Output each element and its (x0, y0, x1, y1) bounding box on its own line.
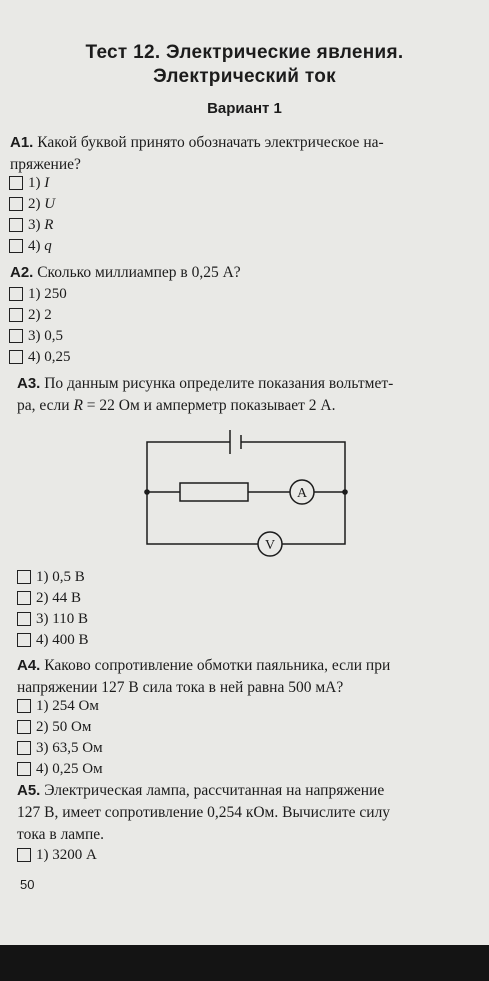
answer-checkbox[interactable] (9, 287, 23, 301)
test-title-line1: Тест 12. Электрические явления. (85, 42, 404, 63)
question-text: Каково сопротивление обмотки паяльника, если при (44, 657, 391, 674)
answer-checkbox[interactable] (9, 329, 23, 343)
junction-right (342, 489, 348, 495)
question-text: пряжение? (10, 156, 81, 173)
answer-checkbox[interactable] (17, 570, 31, 584)
question-text: напряжении 127 В сила тока в ней равна 500 мА? (17, 679, 344, 696)
answer-checkbox[interactable] (17, 699, 31, 713)
option-a2-1[interactable]: 1) 250 (9, 284, 67, 304)
question-a2 (10, 262, 472, 284)
option-a3-4[interactable]: 4) 400 В (17, 630, 89, 650)
wire-top-left (147, 442, 230, 492)
question-text: тока в лампе. (17, 826, 105, 843)
question-text: 127 В, имеет сопротивление 0,254 кОм. Вычислите силу (17, 804, 391, 821)
test-title-line2: Электрический ток (153, 66, 336, 87)
question-text: Какой буквой принято обозначать электрическое на- (37, 134, 384, 151)
option-a4-4[interactable]: 4) 0,25 Ом (17, 759, 103, 779)
circuit-diagram (130, 420, 355, 560)
question-number: A1. (10, 134, 34, 151)
answer-checkbox[interactable] (9, 176, 23, 190)
question-a1 (10, 132, 472, 176)
junction-left (144, 489, 150, 495)
resistor (180, 483, 248, 501)
option-a2-2[interactable]: 2) 2 (9, 305, 52, 325)
ammeter-label: A (296, 486, 308, 501)
option-a2-4[interactable]: 4) 0,25 (9, 347, 71, 367)
question-text: Сколько миллиампер в 0,25 А? (37, 264, 241, 281)
question-text: По данным рисунка определите показания вольтмет- (44, 375, 394, 392)
answer-checkbox[interactable] (17, 720, 31, 734)
answer-checkbox[interactable] (17, 762, 31, 776)
answer-checkbox[interactable] (9, 350, 23, 364)
answer-checkbox[interactable] (17, 612, 31, 626)
option-a1-2[interactable]: 2) U (9, 194, 55, 214)
answer-checkbox[interactable] (9, 218, 23, 232)
answer-checkbox[interactable] (17, 848, 31, 862)
variant-label: Вариант 1 (207, 100, 282, 117)
option-a1-3[interactable]: 3) R (9, 215, 53, 235)
option-a3-2[interactable]: 2) 44 В (17, 588, 81, 608)
option-a4-3[interactable]: 3) 63,5 Ом (17, 738, 103, 758)
option-a4-2[interactable]: 2) 50 Ом (17, 717, 91, 737)
answer-checkbox[interactable] (17, 633, 31, 647)
dark-background (0, 945, 489, 981)
page-number: 50 (20, 877, 35, 892)
question-number: A4. (17, 657, 41, 674)
answer-checkbox[interactable] (9, 308, 23, 322)
option-a5-1[interactable]: 1) 3200 А (17, 845, 97, 865)
option-a1-4[interactable]: 4) q (9, 236, 52, 256)
option-a2-3[interactable]: 3) 0,5 (9, 326, 63, 346)
voltmeter-label: V (264, 538, 276, 553)
option-a3-1[interactable]: 1) 0,5 В (17, 567, 85, 587)
question-number: A5. (17, 782, 41, 799)
option-a4-1[interactable]: 1) 254 Ом (17, 696, 99, 716)
answer-checkbox[interactable] (17, 591, 31, 605)
option-a3-3[interactable]: 3) 110 В (17, 609, 88, 629)
question-number: A3. (17, 375, 41, 392)
question-number: A2. (10, 264, 34, 281)
question-text: Электрическая лампа, рассчитанная на напряжение (44, 782, 385, 799)
answer-checkbox[interactable] (17, 741, 31, 755)
answer-checkbox[interactable] (9, 239, 23, 253)
resistance-symbol: R (73, 397, 83, 414)
option-a1-1[interactable]: 1) I (9, 173, 49, 193)
wire-bottom (147, 492, 345, 544)
question-a5 (17, 780, 479, 846)
question-a4 (17, 655, 479, 699)
answer-checkbox[interactable] (9, 197, 23, 211)
question-a3: A3. По данным рисунка определите показания вольтмет- ра, если R = 22 Ом и амперметр показывает 2 А. (17, 375, 394, 414)
